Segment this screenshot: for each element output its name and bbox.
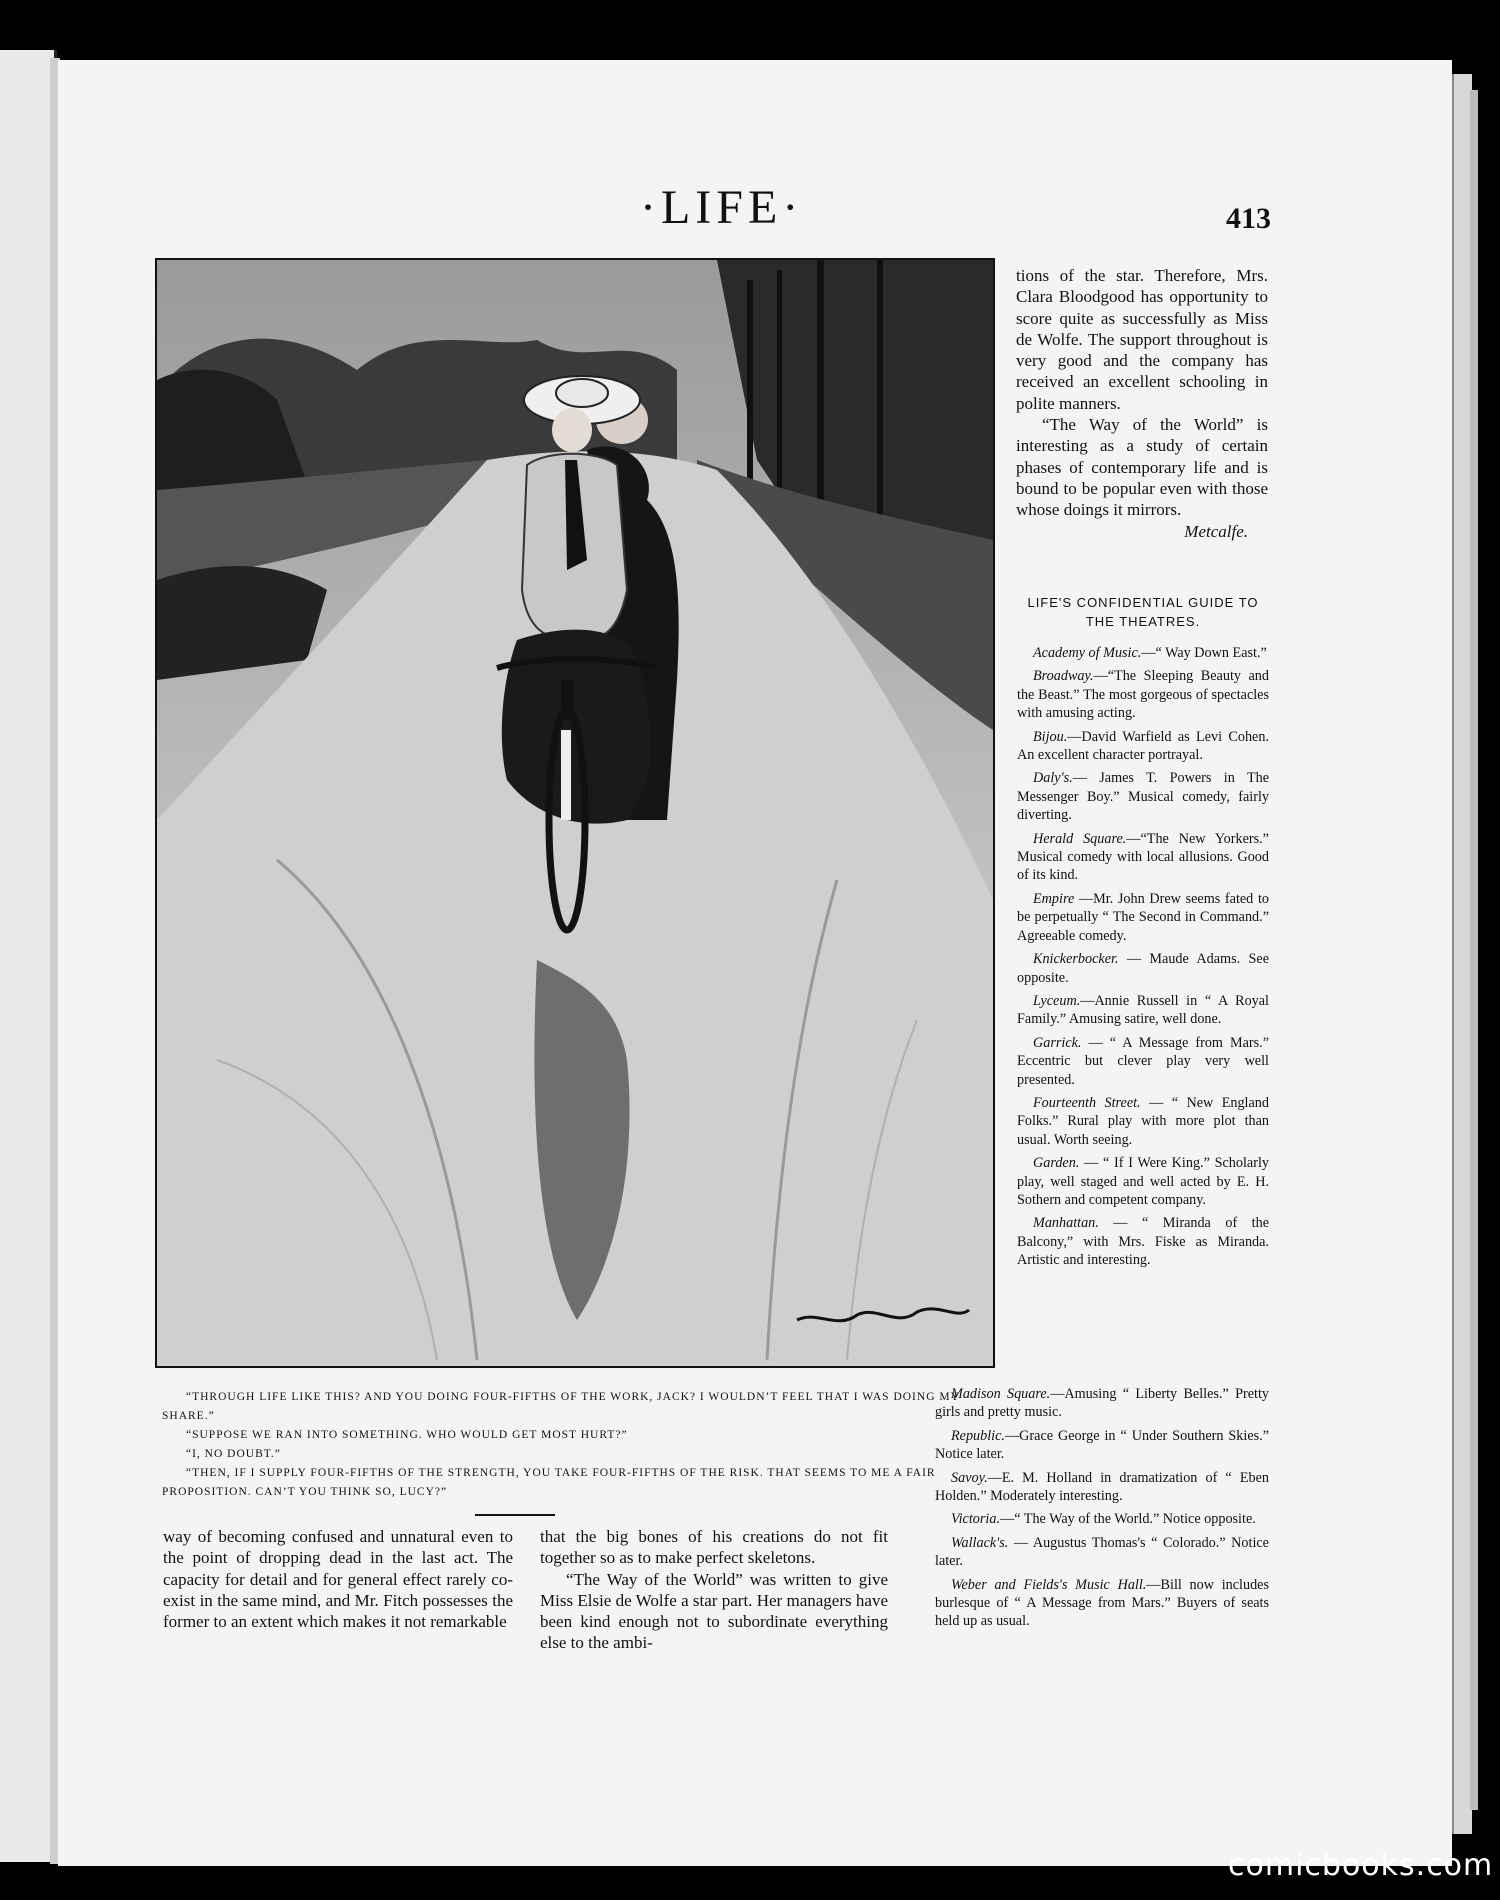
theatre-name: Manhattan. [1033, 1215, 1099, 1232]
theatre-note: —“The New Yorkers.” Musical comedy with local allusions. Good of its kind. [1017, 830, 1269, 884]
theatre-note: — “ A Message from Mars.” Eccentric but clever play very well presented. [1017, 1034, 1269, 1088]
article-paragraph: that the big bones of his creations do not fit together so as to make perfect skeletons. [540, 1527, 888, 1568]
guide-entry [1017, 1154, 1269, 1209]
guide-entry [1017, 644, 1269, 662]
theatre-note: — “ New England Folks.” Rural play with more plot than usual. Worth seeing. [1017, 1094, 1269, 1148]
site-watermark: comicbooks.com [1228, 1848, 1494, 1883]
theatre-guide-list-continued [935, 1385, 1269, 1636]
caption-line: “THEN, IF I SUPPLY FOUR-FIFTHS OF THE STRENGTH, YOU TAKE FOUR-FIFTHS OF THE RISK. THAT SEEMS TO ME A FAIR PROPOSITION. CAN’T YOU THINK SO, LUCY?” [162, 1467, 936, 1498]
bicycle-couple-illustration [157, 260, 993, 1366]
theatre-note: — Augustus Thomas's “ Colorado.” Notice later. [935, 1534, 1269, 1570]
theatre-note: —Grace George in “ Under Southern Skies.” Notice later. [935, 1427, 1269, 1463]
page-stack-edge [1452, 74, 1472, 1834]
theatre-note: —“The Sleeping Beauty and the Beast.” The most gorgeous of spectacles with amusing acting. [1017, 668, 1269, 722]
page-number: 413 [1226, 202, 1271, 235]
guide-entry [1017, 830, 1269, 885]
illustration-caption [162, 1388, 992, 1502]
theatre-name: Garden. [1033, 1155, 1080, 1172]
article-paragraph: tions of the star. Therefore, Mrs. Clara Bloodgood has opportunity to score quite as successfully as Miss de Wolfe. The support throughout is very good and the company has received an excellent schooling in polite manners. [1016, 266, 1268, 413]
page-stack-edge-inner [1470, 90, 1478, 1810]
guide-entry [935, 1534, 1269, 1571]
previous-page-edge [0, 50, 57, 1862]
guide-entry [1017, 667, 1269, 722]
article-column-right [1016, 265, 1268, 542]
guide-entry [1017, 992, 1269, 1029]
theatre-note: — “ If I Were King.” Scholarly play, well staged and well acted by E. H. Sothern and competent company. [1017, 1155, 1269, 1208]
guide-entry [1017, 890, 1269, 945]
theatre-note: — Maude Adams. See opposite. [1017, 951, 1269, 986]
guide-entry [935, 1385, 1269, 1422]
guide-entry [1017, 1214, 1269, 1269]
theatre-note: — “ Miranda of the Balcony,” with Mrs. Fiske as Miranda. Artistic and interesting. [1017, 1215, 1269, 1269]
theatre-name: Broadway. [1033, 668, 1094, 685]
theatre-name: Daly's. [1033, 770, 1073, 787]
guide-heading-line: LIFE'S CONFIDENTIAL GUIDE TO [1027, 595, 1259, 610]
theatre-note: —“ The Way of the World.” Notice opposite. [1000, 1511, 1256, 1528]
article-column-left [163, 1526, 513, 1632]
guide-entry [935, 1469, 1269, 1506]
article-paragraph: “The Way of the World” is interesting as a study of certain phases of contemporary life and is bound to be popular even with those whose doings it mirrors. [1016, 415, 1268, 520]
guide-entry [1017, 950, 1269, 987]
caption-line: “I, NO DOUBT.” [186, 1448, 281, 1460]
theatre-note: —David Warfield as Levi Cohen. An excellent character portrayal. [1017, 728, 1269, 764]
guide-entry [1017, 728, 1269, 765]
theatre-name: Herald Square. [1033, 830, 1127, 847]
theatre-guide-list [1017, 644, 1269, 1275]
caption-line: “SUPPOSE WE RAN INTO SOMETHING. WHO WOULD GET MOST HURT?” [186, 1429, 628, 1441]
theatre-note: —“ Way Down East.” [1141, 645, 1267, 661]
guide-entry [935, 1576, 1269, 1631]
theatre-note: —Mr. John Drew seems fated to be perpetually “ The Second in Command.” Agreeable comedy. [1017, 890, 1269, 944]
masthead-title: ·LIFE· [640, 181, 804, 234]
theatre-name: Savoy. [951, 1469, 988, 1486]
theatre-name: Weber and Fields's Music Hall. [951, 1576, 1147, 1593]
theatre-name: Fourteenth Street. [1033, 1094, 1141, 1111]
theatre-name: Victoria. [951, 1511, 1000, 1528]
guide-entry [935, 1510, 1269, 1528]
theatre-note: —E. M. Holland in dramatization of “ Eben Holden.” Moderately interesting. [935, 1469, 1269, 1505]
article-column-middle [540, 1526, 888, 1654]
article-paragraph: way of becoming confused and unnatural even to the point of dropping dead in the last act. The capacity for detail and for general effect rarely co-exist in the same mind, and Mr. Fitch possesses the former to an extent which makes it not remarkable [163, 1527, 513, 1632]
theatre-name: Empire [1033, 890, 1075, 907]
guide-entry [935, 1427, 1269, 1464]
caption-divider [475, 1514, 555, 1516]
theatre-name: Knickerbocker. [1033, 951, 1119, 968]
illustration [155, 258, 995, 1368]
theatre-note: —Bill now includes burlesque of “ A Message from Mars.” Buyers of seats held up as usual. [935, 1576, 1269, 1630]
theatre-name: Lyceum. [1033, 992, 1081, 1009]
guide-heading-line: THE THEATRES. [1085, 614, 1201, 629]
theatre-note: —Amusing “ Liberty Belles.” Pretty girls and pretty music. [935, 1386, 1269, 1421]
theatre-name: Bijou. [1033, 728, 1068, 745]
caption-line: “THROUGH LIFE LIKE THIS? AND YOU DOING FOUR-FIFTHS OF THE WORK, JACK? I WOULDN’T FEEL THAT I WAS DOING MY SHARE.” [162, 1391, 960, 1422]
theatre-name: Academy of Music. [1033, 645, 1142, 661]
theatre-note: —Annie Russell in “ A Royal Family.” Amusing satire, well done. [1017, 992, 1269, 1028]
theatre-name: Wallack's. [951, 1534, 1009, 1551]
author-signature: Metcalfe. [1184, 521, 1248, 541]
theatre-note: — James T. Powers in The Messenger Boy.” Musical comedy, fairly diverting. [1017, 770, 1269, 824]
guide-entry [1017, 1034, 1269, 1089]
article-paragraph: “The Way of the World” was written to give Miss Elsie de Wolfe a star part. Her managers have been kind enough not to subordinate everything else to the ambi- [540, 1569, 888, 1653]
theatre-name: Garrick. [1033, 1034, 1082, 1051]
guide-entry [1017, 769, 1269, 824]
guide-entry [1017, 1094, 1269, 1149]
theatre-guide-heading [1015, 593, 1271, 631]
theatre-name: Republic. [951, 1427, 1005, 1444]
theatre-name: Madison Square. [951, 1386, 1051, 1402]
